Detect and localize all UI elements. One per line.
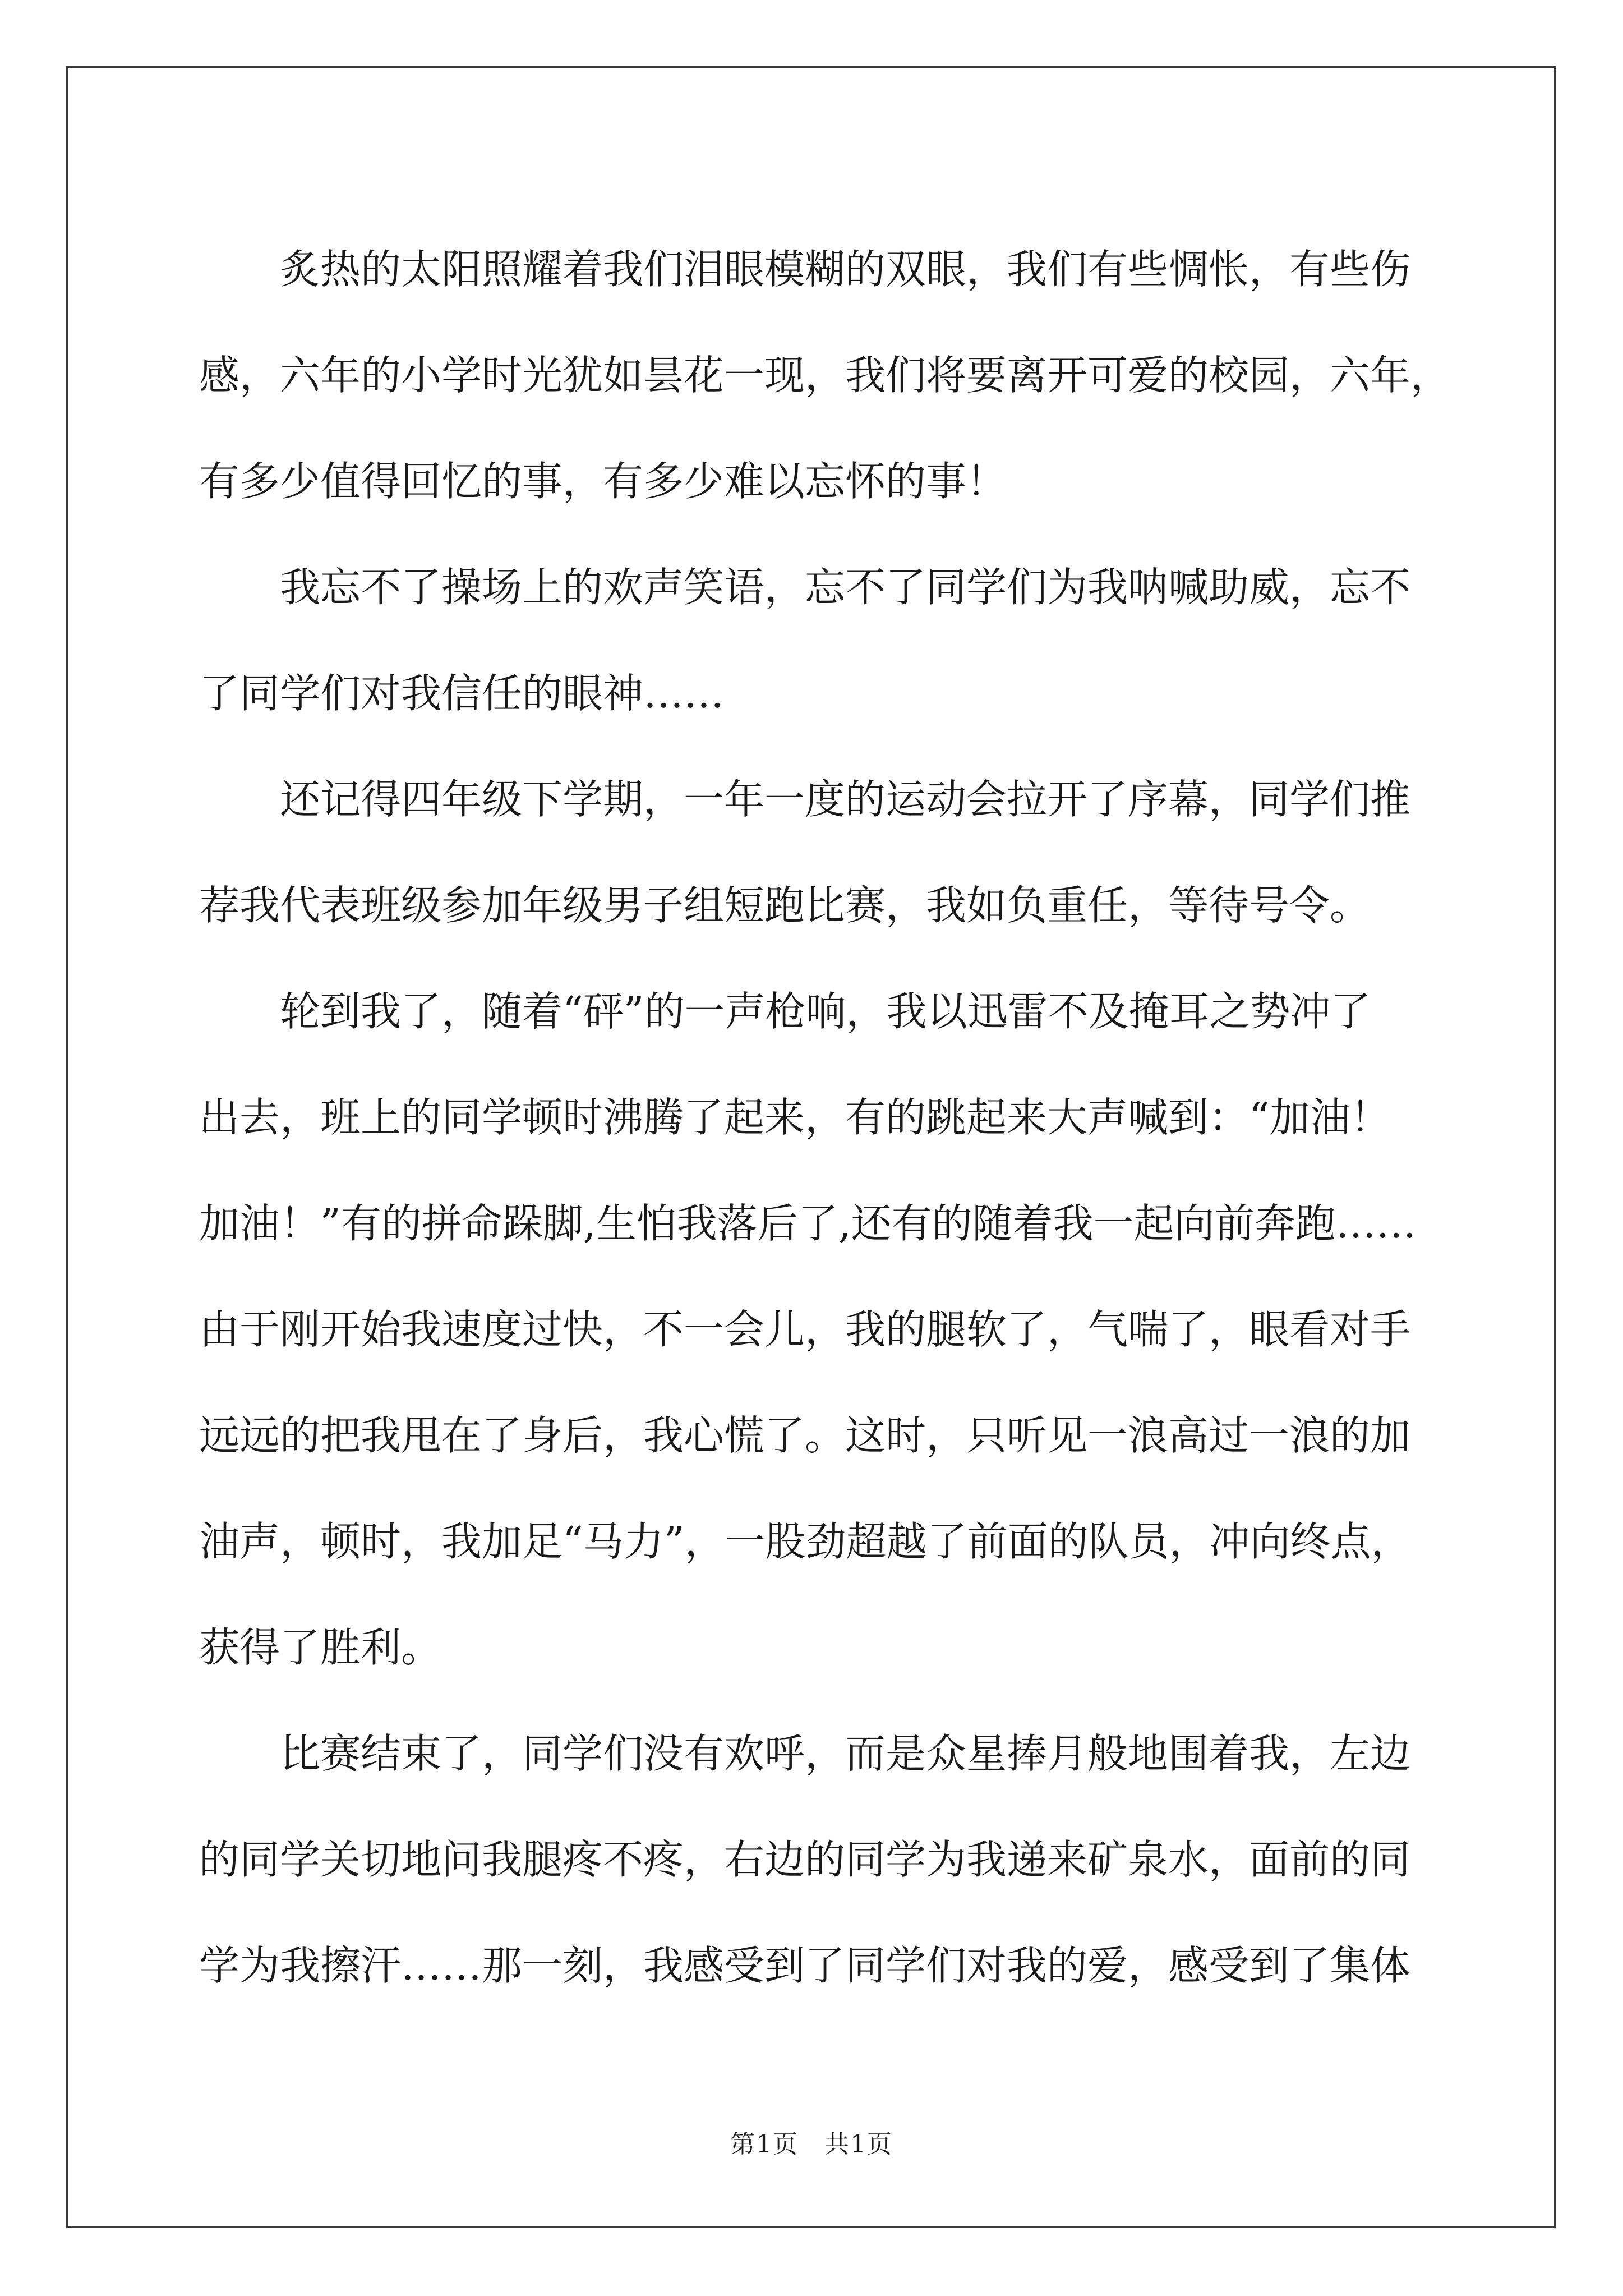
paragraph-4-line-2: 出去，班上的同学顿时沸腾了起来，有的跳起来大声喊到：“加油！ [199,1094,1391,1141]
paragraph-4-line-5: 远远的把我甩在了身后，我心慌了。这时，只听见一浪高过一浪的加 [199,1412,1411,1459]
page-footer: 第1页 共1页 [730,2130,893,2159]
document-body [199,217,1472,2019]
paragraph-1-line-1: 炙热的太阳照耀着我们泪眼模糊的双眼，我们有些惆怅，有些伤 [280,246,1411,293]
paragraph-3-line-1: 还记得四年级下学期，一年一度的运动会拉开了序幕，同学们推 [280,776,1411,823]
paragraph-4-line-6: 油声，顿时，我加足“马力”，一股劲超越了前面的队员，冲向终点， [199,1518,1412,1565]
paragraph-5-line-3: 学为我擦汗……那一刻，我感受到了同学们对我的爱，感受到了集体 [199,1942,1411,1989]
paragraph-4-line-3: 加油！”有的拼命跺脚,生怕我落后了,还有的随着我一起向前奔跑…… [199,1200,1417,1247]
paragraph-3-line-2: 荐我代表班级参加年级男子组短跑比赛，我如负重任，等待号令。 [199,882,1371,929]
paragraph-2-line-2: 了同学们对我信任的眼神…… [199,670,725,717]
paragraph-5-line-2: 的同学关切地问我腿疼不疼，右边的同学为我递来矿泉水，面前的同 [199,1836,1411,1883]
paragraph-1-line-2: 感，六年的小学时光犹如昙花一现，我们将要离开可爱的校园，六年， [199,352,1451,399]
paragraph-5-line-1: 比赛结束了，同学们没有欢呼，而是众星捧月般地围着我，左边 [280,1730,1411,1777]
paragraph-4-line-1: 轮到我了，随着“砰”的一声枪响，我以迅雷不及掩耳之势冲了 [280,988,1371,1035]
paragraph-2-line-1: 我忘不了操场上的欢声笑语，忘不了同学们为我呐喊助威，忘不 [280,564,1411,611]
paragraph-4-line-4: 由于刚开始我速度过快，不一会儿，我的腿软了，气喘了，眼看对手 [199,1306,1411,1353]
paragraph-1-line-3: 有多少值得回忆的事，有多少难以忘怀的事！ [199,458,1007,505]
paragraph-4-line-7: 获得了胜利。 [199,1624,442,1671]
